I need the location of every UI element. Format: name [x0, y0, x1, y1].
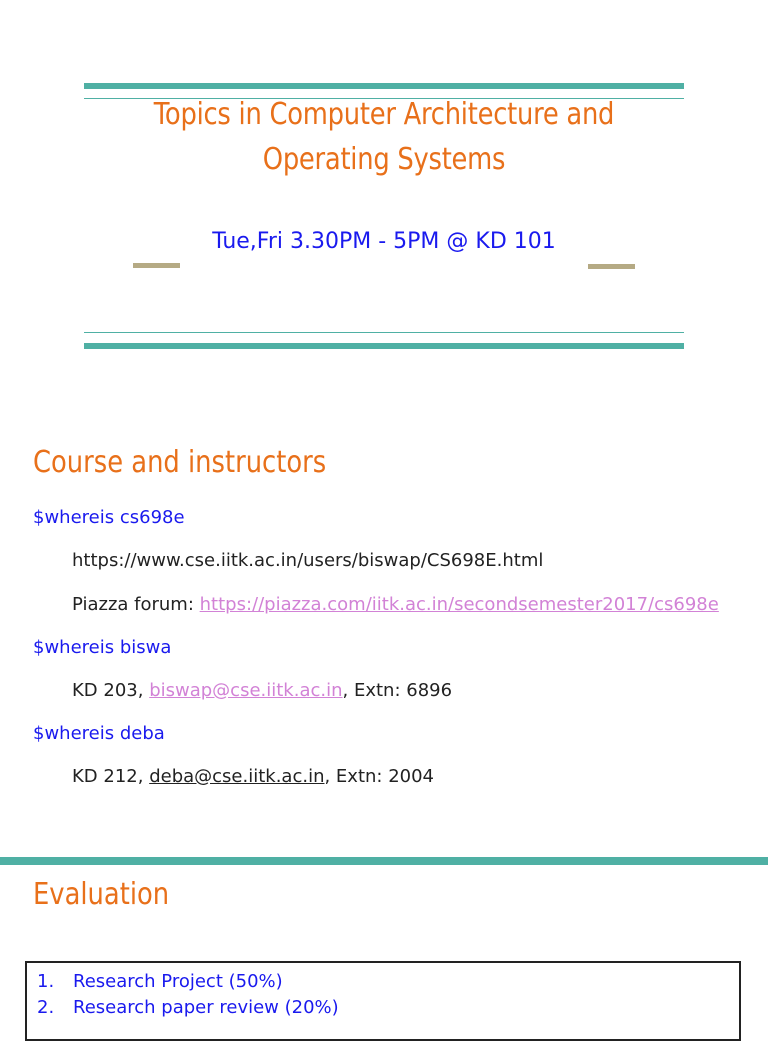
left-accent-rule: [133, 263, 180, 268]
piazza-line: [72, 593, 719, 617]
course-url: [72, 549, 543, 573]
bottom-rule-thin: [84, 332, 684, 333]
evaluation-item-text: Research paper review (20%): [73, 997, 339, 1018]
deba-extension: , Extn: 2004: [324, 766, 435, 787]
command-biswa: $whereis biswa: [33, 637, 172, 658]
command-deba: $whereis deba: [33, 723, 165, 744]
biswa-contact: [72, 679, 452, 703]
command-cs698e: $whereis cs698e: [33, 507, 185, 528]
evaluation-item-number: 2.: [37, 997, 55, 1018]
slide-title: Topics in Computer Architecture and Operating Systems: [153, 97, 615, 177]
evaluation-item-number: 1.: [37, 971, 55, 992]
schedule-subtitle: Tue,Fri 3.30PM - 5PM @ KD 101: [212, 229, 556, 254]
bottom-rule-thick: [84, 343, 684, 349]
right-accent-rule: [588, 264, 635, 269]
deba-contact: [72, 765, 434, 789]
evaluation-item: [37, 995, 339, 1021]
evaluation-heading: Evaluation: [33, 877, 170, 912]
evaluation-list-box: [25, 961, 741, 1041]
evaluation-item-text: Research Project (50%): [73, 971, 283, 992]
biswa-office: KD 203,: [72, 680, 150, 701]
piazza-label: Piazza forum:: [72, 594, 200, 615]
course-url-text: https://www.cse.iitk.ac.in/users/biswap/CS698E.html: [72, 550, 544, 571]
top-rule-thick: [84, 83, 684, 89]
deba-email-link[interactable]: deba@cse.iitk.ac.in: [149, 766, 325, 787]
course-heading: Course and instructors: [33, 445, 327, 480]
piazza-link[interactable]: https://piazza.com/iitk.ac.in/secondsemester2017/cs698e: [199, 594, 719, 615]
evaluation-item: [37, 969, 283, 995]
deba-office: KD 212,: [72, 766, 150, 787]
biswa-extension: , Extn: 6896: [342, 680, 453, 701]
slide-divider-rule: [0, 857, 768, 865]
biswa-email-link[interactable]: biswap@cse.iitk.ac.in: [149, 680, 343, 701]
